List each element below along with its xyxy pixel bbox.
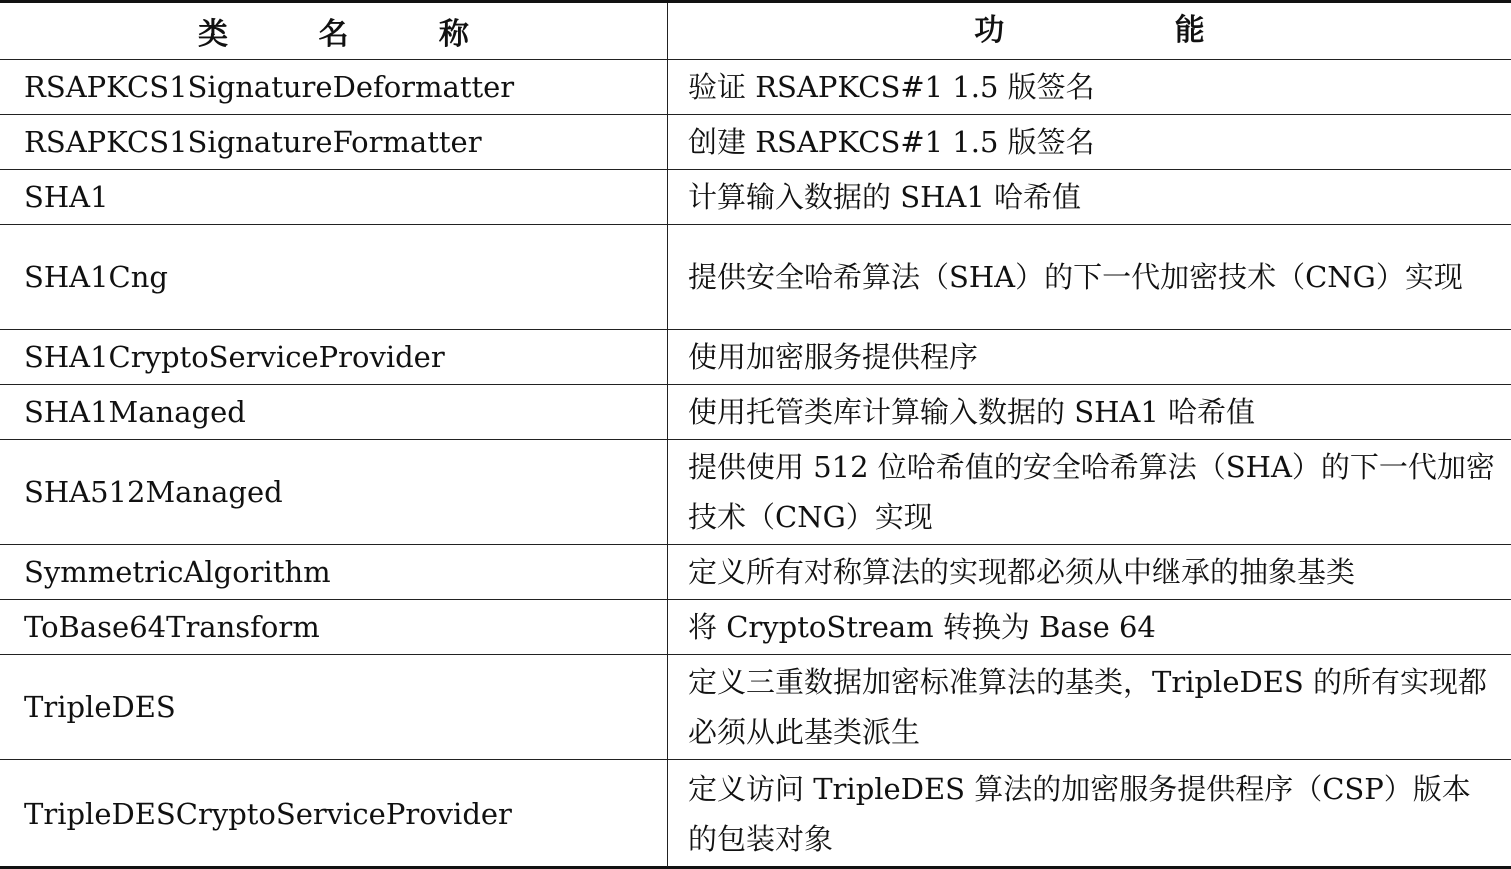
function-cell: 定义所有对称算法的实现都必须从中继承的抽象基类 [688,555,1356,589]
table-row [0,545,1511,600]
function-cell: 创建 RSAPKCS#1 1.5 版签名 [688,125,1095,159]
table-row [0,225,1511,330]
function-cell: 定义访问 TripleDES 算法的加密服务提供程序（CSP）版本的包装对象 [688,771,1471,856]
class-name-cell: SymmetricAlgorithm [0,545,668,599]
class-name-cell: TripleDES [0,655,668,759]
class-name-cell: SHA1Managed [0,385,668,439]
function-cell: 计算输入数据的 SHA1 哈希值 [688,180,1081,214]
table-row [0,440,1511,545]
class-name-cell: SHA1Cng [0,225,668,329]
table-header-row [0,3,1511,60]
table-row [0,385,1511,440]
table-row [0,115,1511,170]
class-name-cell: RSAPKCS1SignatureDeformatter [0,60,668,114]
function-cell: 验证 RSAPKCS#1 1.5 版签名 [688,70,1095,104]
table-row [0,60,1511,115]
function-cell: 将 CryptoStream 转换为 Base 64 [688,610,1156,644]
header-class-name: 类 名 称 [0,3,668,59]
class-name-cell: TripleDESCryptoServiceProvider [0,760,668,867]
table-row [0,760,1511,867]
function-cell: 提供安全哈希算法（SHA）的下一代加密技术（CNG）实现 [688,260,1463,294]
function-cell: 定义三重数据加密标准算法的基类，TripleDES 的所有实现都必须从此基类派生 [688,665,1487,749]
table-row [0,330,1511,385]
table-row [0,600,1511,655]
table-row [0,655,1511,760]
function-cell: 使用加密服务提供程序 [688,340,979,374]
class-name-cell: SHA512Managed [0,440,668,544]
function-cell: 提供使用 512 位哈希值的安全哈希算法（SHA）的下一代加密技术（CNG）实现 [688,450,1495,534]
class-name-cell: SHA1 [0,170,668,224]
class-name-cell: SHA1CryptoServiceProvider [0,330,668,384]
class-name-cell: ToBase64Transform [0,600,668,654]
header-function: 功 能 [974,13,1285,48]
function-cell: 使用托管类库计算输入数据的 SHA1 哈希值 [688,395,1255,429]
class-name-cell: RSAPKCS1SignatureFormatter [0,115,668,169]
table-row [0,170,1511,225]
